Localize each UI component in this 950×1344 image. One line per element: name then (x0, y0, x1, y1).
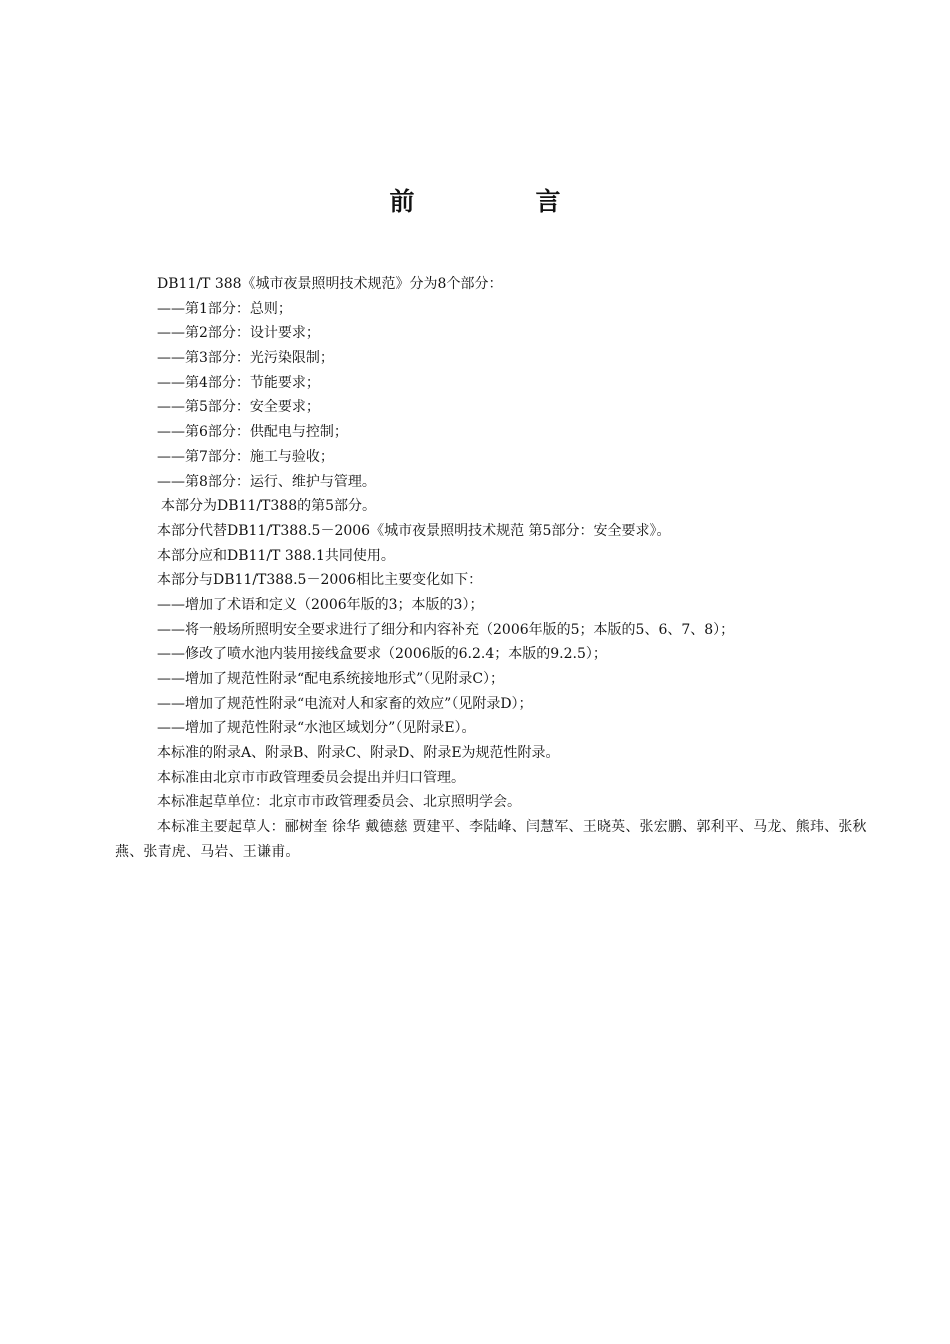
paragraph-drafting-units: 本标准起草单位：北京市市政管理委员会、北京照明学会。 (157, 794, 521, 811)
paragraph-replaces: 本部分代替DB11/T388.5－2006《城市夜景照明技术规范 第5部分：安全要求》。 (157, 522, 671, 539)
paragraph-proposed-by: 本标准由北京市市政管理委员会提出并归口管理。 (157, 769, 465, 786)
paragraph-parts-intro: DB11/T 388《城市夜景照明技术规范》分为8个部分： (157, 276, 503, 292)
list-item-part-2: ——第2部分：设计要求； (157, 325, 320, 342)
page-title: 前 言 (389, 187, 609, 216)
list-item-change-4: ——增加了规范性附录“配电系统接地形式”（见附录C）； (157, 671, 505, 687)
list-item-change-5: ——增加了规范性附录“电流对人和家畜的效应”（见附录D）； (157, 695, 533, 712)
list-item-change-6: ——增加了规范性附录“水池区域划分”（见附录E）。 (157, 720, 476, 737)
list-item-part-5: ——第5部分：安全要求； (157, 399, 320, 416)
foreword-body (115, 272, 875, 865)
list-item-part-3: ——第3部分：光污染限制； (157, 350, 334, 367)
paragraph-this-part: 本部分为DB11/T388的第5部分。 (161, 498, 377, 515)
list-item-part-6: ——第6部分：供配电与控制； (157, 424, 348, 441)
list-item-part-1: ——第1部分：总则； (157, 300, 292, 317)
list-item-part-4: ——第4部分：节能要求； (157, 374, 320, 391)
list-item-part-7: ——第7部分：施工与验收； (157, 448, 334, 465)
paragraph-used-with: 本部分应和DB11/T 388.1共同使用。 (157, 547, 395, 564)
paragraph-drafters: 本标准主要起草人：郦树奎 徐华 戴德慈 贾建平、李陆峰、闫慧军、王晓英、张宏鹏、郭利平、马龙、熊玮、张秋燕、张青虎、马岩、王谦甫。 (115, 819, 867, 860)
list-item-change-3: ——修改了喷水池内装用接线盒要求（2006版的6.2.4；本版的9.2.5）； (157, 646, 607, 663)
list-item-part-8: ——第8部分：运行、维护与管理。 (157, 473, 376, 490)
paragraph-changes-intro: 本部分与DB11/T388.5－2006相比主要变化如下： (157, 572, 483, 589)
paragraph-appendices: 本标准的附录A、附录B、附录C、附录D、附录E为规范性附录。 (157, 745, 560, 762)
list-item-change-2: ——将一般场所照明安全要求进行了细分和内容补充（2006年版的5；本版的5、6、7、8）； (157, 621, 735, 638)
list-item-change-1: ——增加了术语和定义（2006年版的3；本版的3）； (157, 596, 484, 613)
